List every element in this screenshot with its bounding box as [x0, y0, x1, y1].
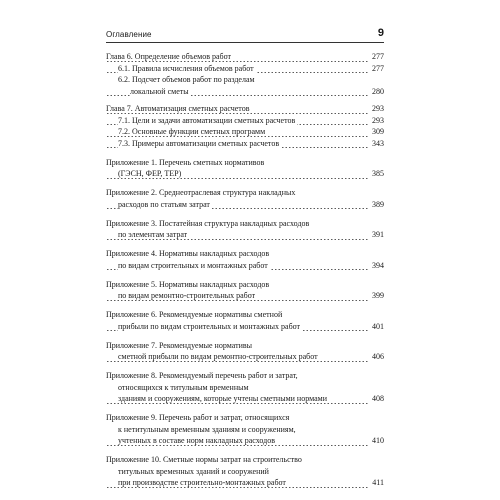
toc-entry-appendix [106, 412, 384, 447]
toc-entry-title: Приложение 6. Рекомендуемые нормативы сметной [106, 310, 283, 319]
toc-entry-line [106, 393, 384, 405]
toc-entry-title: 7.3. Примеры автоматизации сметных расчетов [118, 138, 280, 148]
toc-entry-title: Приложение 10. Сметные нормы затрат на строительство [106, 455, 302, 464]
toc-entry-page: 411 [369, 477, 384, 489]
toc-entry-line [106, 126, 384, 138]
running-head [106, 27, 384, 43]
toc-entry-title: Приложение 3. Постатейная структура накладных расходов [106, 218, 310, 228]
toc-entry-appendix [106, 279, 384, 302]
toc-entry-appendix [106, 370, 384, 405]
toc-entry-page: 277 [369, 51, 384, 63]
toc-entry-appendix [106, 454, 384, 489]
toc-entry-line [106, 103, 384, 115]
toc-entry-page: 399 [369, 290, 384, 302]
toc-entry-title: к нетитульным временным зданиям и сооружениям, [118, 424, 296, 434]
toc-entry-appendix [106, 309, 384, 332]
toc-entry-line [106, 229, 384, 241]
toc-entry-line [106, 248, 384, 260]
toc-entry-title: Приложение 5. Нормативы накладных расходов [106, 279, 270, 289]
toc-entry-title: Глава 7. Автоматизация сметных расчетов [106, 104, 250, 113]
toc-entry-appendix [106, 218, 384, 241]
toc-entry-page: 277 [369, 63, 384, 75]
toc-entry-line [106, 309, 384, 321]
toc-entry-page: 408 [369, 393, 384, 405]
toc-entry-page: 343 [369, 138, 384, 150]
toc-entry-line [106, 321, 384, 333]
toc-entry-page: 293 [369, 115, 384, 127]
toc-entry-appendix [106, 248, 384, 271]
toc-entry-title: по видам ремонтно-строительных работ [118, 291, 256, 300]
toc-entry-line [106, 51, 384, 63]
page-number: 9 [377, 27, 384, 39]
toc-entry-title: по видам строительных и монтажных работ [118, 260, 268, 270]
toc-entry-title: Приложение 4. Нормативы накладных расходов [106, 249, 270, 258]
toc-entry-page: 394 [369, 260, 384, 272]
toc-entry-title: относящихся к титульным временным [118, 382, 249, 392]
toc-entry-line [106, 351, 384, 363]
toc-entry-title: (ГЭСН, ФЕР, ТЕР) [118, 169, 182, 178]
toc-entry-chapter [106, 51, 384, 63]
toc-entry-appendix [106, 340, 384, 363]
toc-entry-page: 406 [369, 351, 384, 363]
toc-entry-title: расходов по статьям затрат [118, 199, 210, 209]
toc-entry-line [106, 424, 384, 436]
toc-entry-title: локальной сметы [130, 86, 189, 96]
toc-entry-title: Приложение 9. Перечень работ и затрат, относящихся [106, 413, 290, 422]
toc-entry-page: 389 [369, 199, 384, 211]
toc-entry-line [106, 86, 384, 98]
toc-entry-title: сметной прибыли по видам ремонтно-строительных работ [118, 352, 318, 361]
toc-entry-sub [106, 74, 384, 97]
toc-entry-line [106, 218, 384, 230]
toc-entry-page: 293 [369, 103, 384, 115]
toc-entry-sub [106, 138, 384, 150]
table-of-contents [106, 51, 384, 489]
toc-entry-title: Приложение 7. Рекомендуемые нормативы [106, 340, 252, 350]
toc-entry-line [106, 63, 384, 75]
toc-entry-line [106, 477, 384, 489]
toc-entry-line [106, 340, 384, 352]
toc-entry-page: 280 [369, 86, 384, 98]
toc-entry-page: 385 [369, 168, 384, 180]
toc-entry-title: зданиям и сооружениям, которые учтены сметными нормами [118, 394, 327, 403]
toc-entry-title: 7.1. Цели и задачи автоматизации сметных расчетов [118, 115, 296, 125]
toc-entry-line [106, 157, 384, 169]
toc-entry-appendix [106, 187, 384, 210]
toc-entry-line [106, 454, 384, 466]
toc-entry-page: 410 [369, 435, 384, 447]
toc-entry-line [106, 260, 384, 272]
toc-entry-sub [106, 63, 384, 75]
toc-entry-line [106, 199, 384, 211]
toc-entry-line [106, 370, 384, 382]
toc-entry-title: Приложение 8. Рекомендуемый перечень работ и затрат, [106, 371, 298, 380]
toc-entry-line [106, 412, 384, 424]
toc-entry-line [106, 435, 384, 447]
toc-entry-line [106, 279, 384, 291]
toc-entry-sub [106, 115, 384, 127]
running-title: Оглавление [106, 30, 152, 39]
toc-entry-title: по элементам затрат [118, 230, 188, 239]
toc-entry-page: 401 [369, 321, 384, 333]
toc-entry-line [106, 138, 384, 150]
toc-entry-title: Глава 6. Определение объемов работ [106, 52, 231, 61]
toc-entry-title: 6.1. Правила исчисления объемов работ [118, 63, 254, 73]
toc-entry-line [106, 187, 384, 199]
toc-entry-title: 7.2. Основные функции сметных программ [118, 127, 266, 136]
toc-entry-line [106, 168, 384, 180]
toc-entry-sub [106, 126, 384, 138]
toc-entry-title: 6.2. Подсчет объемов работ по разделам [118, 75, 255, 84]
toc-entry-chapter [106, 103, 384, 115]
toc-entry-page: 391 [369, 229, 384, 241]
toc-entry-line [106, 74, 384, 86]
toc-entry-appendix [106, 157, 384, 180]
toc-entry-line [106, 466, 384, 478]
toc-entry-line [106, 382, 384, 394]
toc-entry-title: прибыли по видам строительных и монтажных работ [118, 321, 301, 331]
toc-entry-title: титульных временных зданий и сооружений [118, 466, 269, 476]
toc-entry-title: Приложение 2. Среднеотраслевая структура накладных [106, 188, 296, 197]
toc-entry-title: Приложение 1. Перечень сметных нормативов [106, 157, 265, 167]
toc-entry-line [106, 290, 384, 302]
toc-entry-line [106, 115, 384, 127]
toc-entry-page: 309 [369, 126, 384, 138]
toc-entry-title: учтенных в составе норм накладных расходов [118, 436, 276, 445]
toc-entry-title: при производстве строительно-монтажных работ [118, 478, 286, 487]
